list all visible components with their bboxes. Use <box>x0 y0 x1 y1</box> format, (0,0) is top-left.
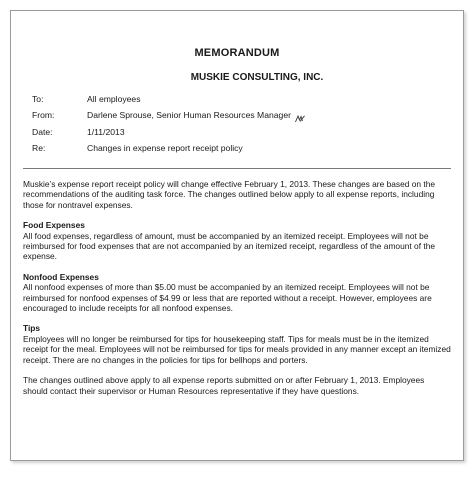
to-label: To: <box>32 94 44 104</box>
re-value: Changes in expense report receipt policy <box>87 143 243 154</box>
section-heading-tips: Tips <box>23 323 41 334</box>
company-name: MUSKIE CONSULTING, INC. <box>190 72 324 83</box>
date-label: Date: <box>32 126 53 137</box>
date-value: 1/11/2013 <box>87 126 125 137</box>
from-label: From: <box>32 110 55 121</box>
memo-header <box>32 91 305 157</box>
closing-paragraph: The changes outlined above apply to all expense reports submitted on or after February 1, 2013. Employees should contact their supervisor or Human Resources representative if they have questions. <box>23 375 425 396</box>
memo-body <box>23 179 451 406</box>
header-divider <box>23 168 451 169</box>
to-row <box>32 91 305 107</box>
section-heading-food: Food Expenses <box>23 220 85 231</box>
section-text-food: All food expenses, regardless of amount, must be accompanied by an itemized receipt. Employees will not be reimbursed for food expenses that are not accompanied by an itemized receipt, regardless of the amount of the expense. <box>23 230 436 262</box>
section-text-tips: Employees will no longer be reimbursed for tips for housekeeping staff. Tips for meals must be in the itemized receipt for the meal. Employees will not be reimbursed for tips for meals provided in any manner except an itemized receipt. There are no changes in the policies for tips for bellhops and porters. <box>23 333 451 365</box>
date-row <box>32 124 305 140</box>
from-value-wrap <box>87 107 305 123</box>
from-value: Darlene Sprouse, Senior Human Resources Manager <box>87 110 291 121</box>
intro-paragraph: Muskie’s expense report receipt policy will change effective February 1, 2013. These changes are based on the recommendations of the auditing task force. The changes outlined below apply to all expense reports, including those for nontravel expenses. <box>23 179 436 210</box>
re-row <box>32 140 305 156</box>
re-label: Re: <box>32 143 46 154</box>
memo-title: MEMORANDUM <box>194 47 280 59</box>
initials-signature-icon <box>295 112 305 120</box>
section-heading-nonfood: Nonfood Expenses <box>23 271 99 282</box>
memo-page <box>10 10 464 461</box>
from-row <box>32 107 305 123</box>
to-value: All employees <box>87 94 141 104</box>
section-text-nonfood: All nonfood expenses of more than $5.00 must be accompanied by an itemized receipt. Employees will not be reimbursed for nonfood expenses of $4.99 or less that are reported without a receipt. However, employees are encouraged to include receipts for all nonfood expenses. <box>23 282 432 314</box>
